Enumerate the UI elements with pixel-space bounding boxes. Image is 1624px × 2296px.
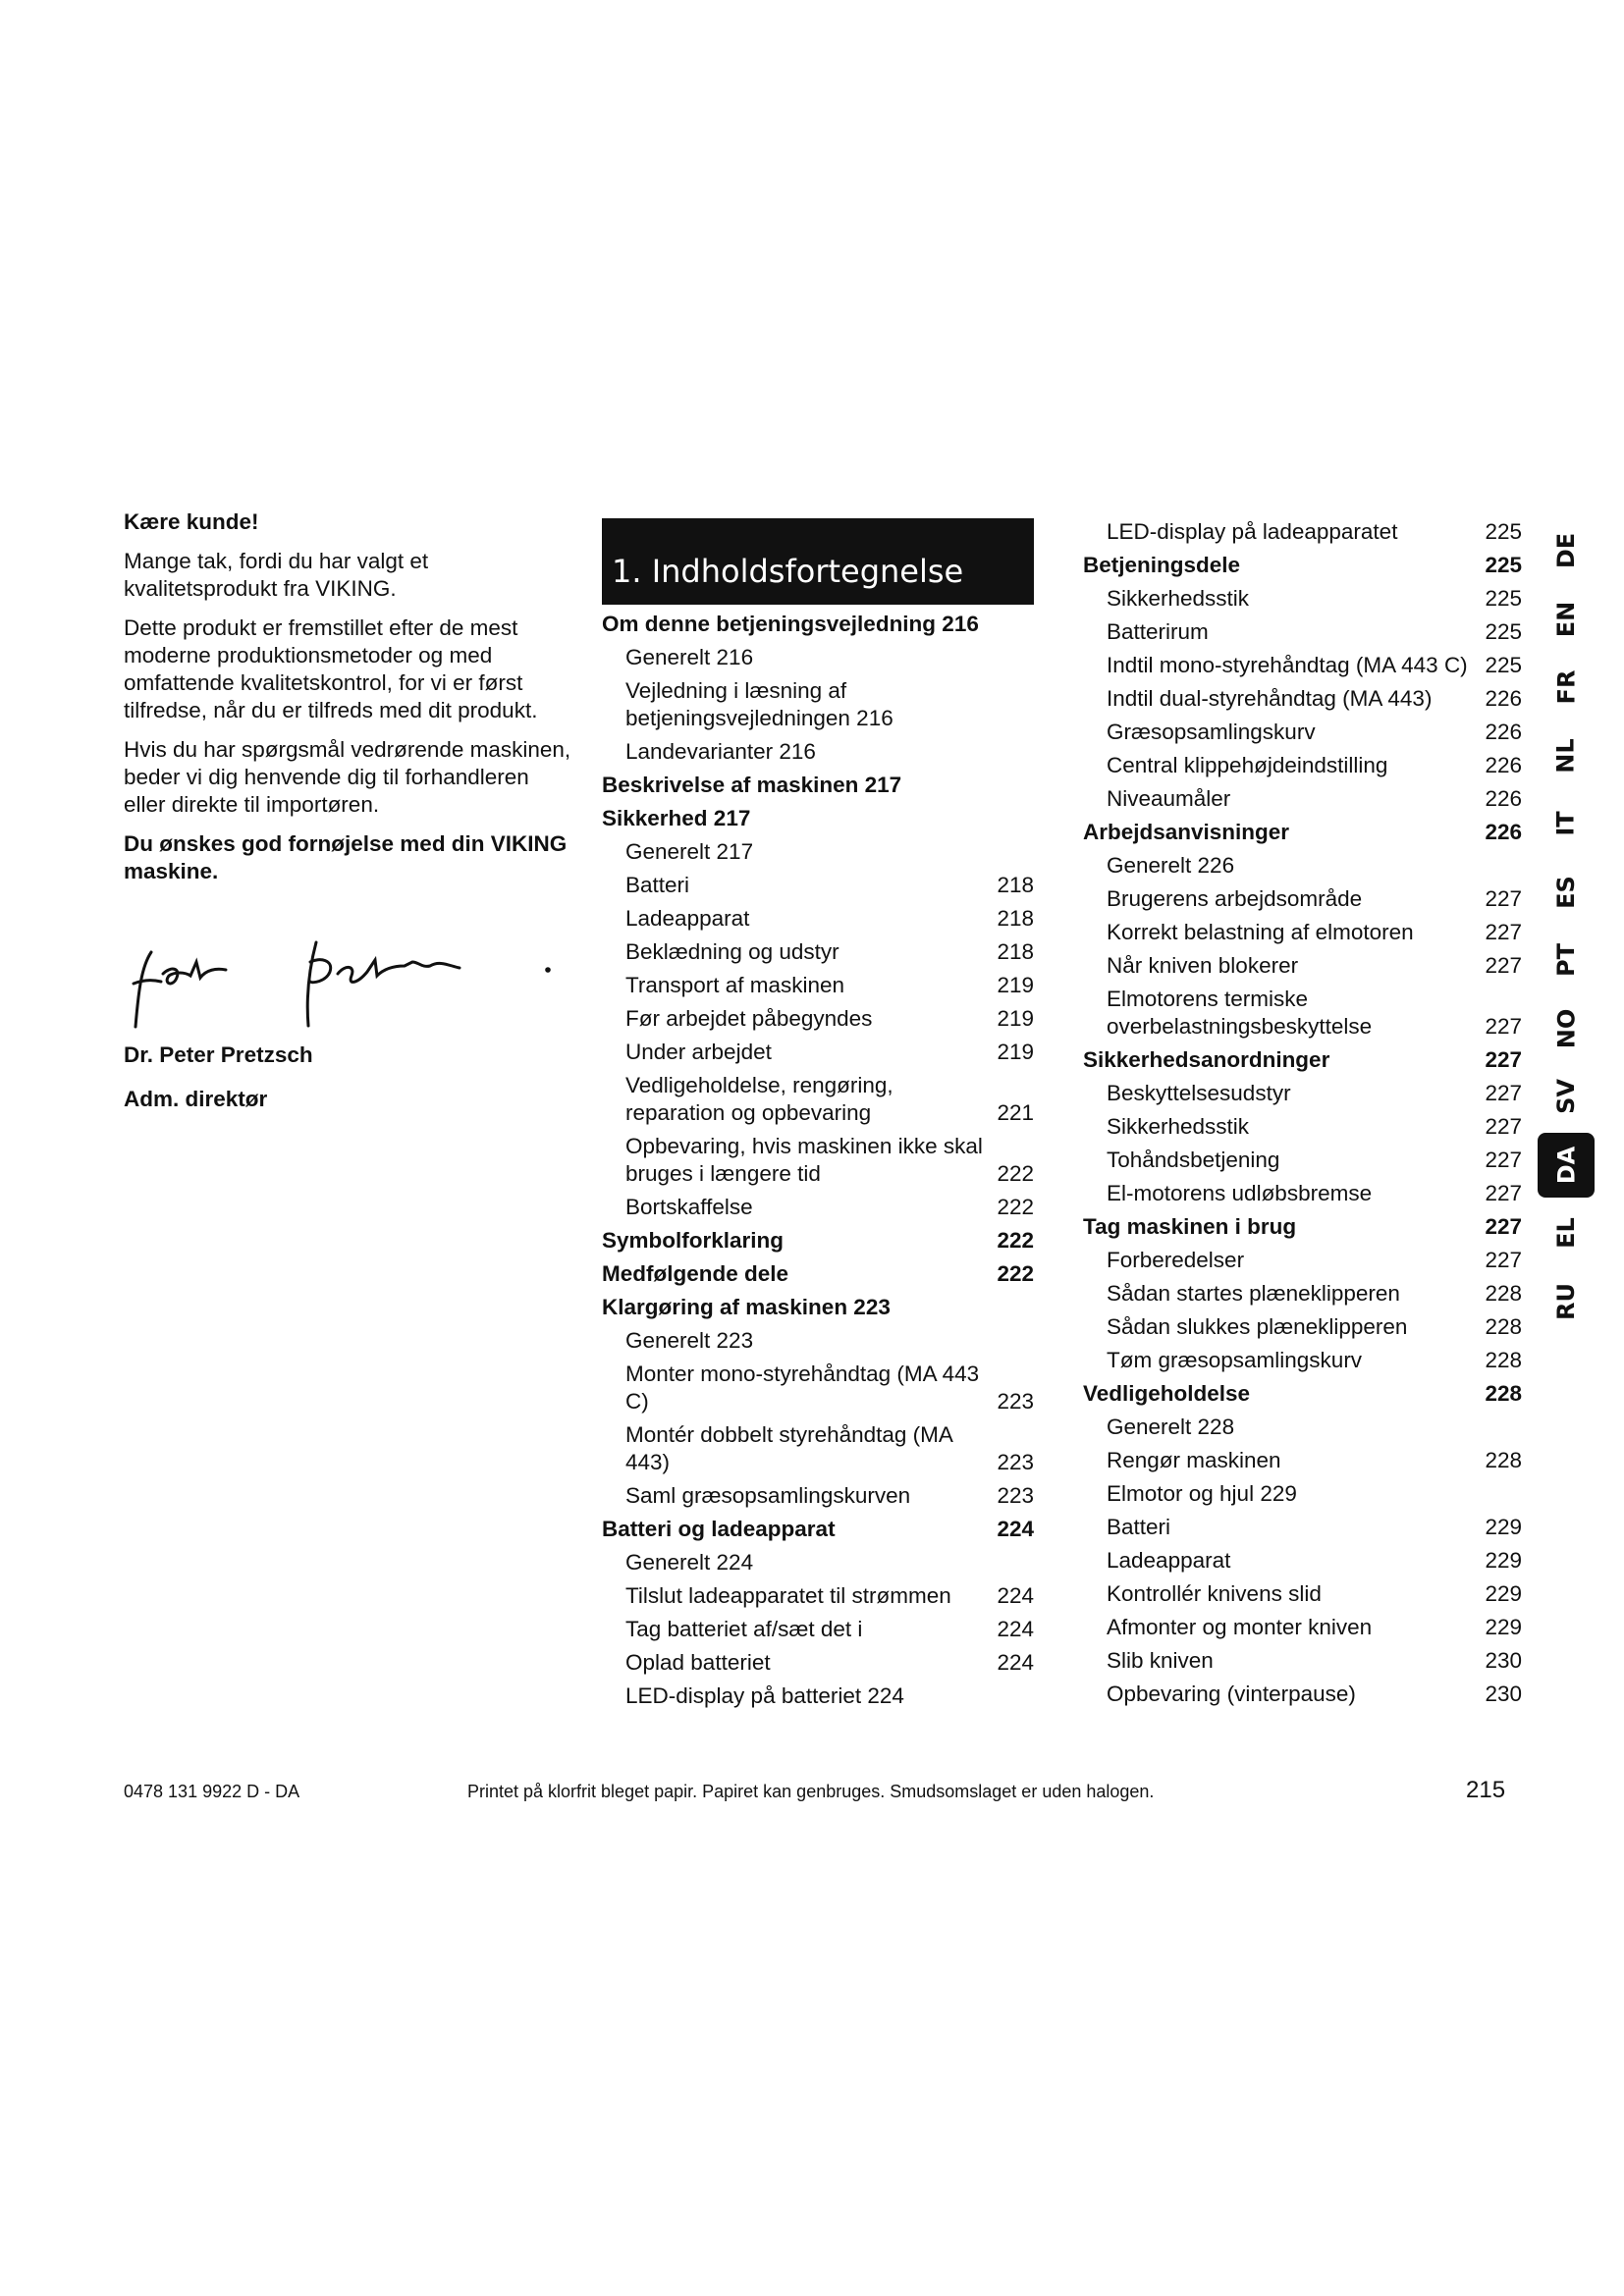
toc-entry-title: Sikkerhedsstik	[1107, 1114, 1250, 1139]
toc-entry-title: Elmotorens termiske overbelastningsbeskyttelse	[1107, 987, 1373, 1039]
toc-entry[interactable]	[602, 677, 1034, 732]
toc-entry-page: 223	[997, 1389, 1034, 1414]
toc-entry-title: Betjeningsdele	[1083, 553, 1241, 577]
toc-entry-page: 227	[1485, 1047, 1522, 1072]
toc-entry-title: Tilslut ladeapparatet til strømmen	[625, 1583, 951, 1608]
toc-entry-title: Ladeapparat	[1107, 1548, 1231, 1573]
toc-entry[interactable]	[1083, 1313, 1522, 1341]
toc-entry-title: Generelt 226	[1107, 853, 1235, 878]
signer-name: Dr. Peter Pretzsch	[124, 1042, 313, 1067]
toc-entry-page: 221	[997, 1100, 1034, 1125]
page-number: 215	[1466, 1777, 1506, 1803]
toc-entry-title: Oplad batteriet	[625, 1650, 771, 1675]
toc-entry-title: Generelt 217	[625, 839, 754, 864]
toc-entry[interactable]	[1083, 986, 1522, 1041]
toc-title: 1. Indholdsfortegnelse	[612, 553, 964, 590]
toc-entry[interactable]	[1083, 885, 1522, 913]
toc-entry[interactable]	[602, 905, 1034, 933]
toc-entry-title: Generelt 216	[625, 645, 754, 669]
toc-entry-page: 225	[1485, 586, 1522, 611]
footer-note: Printet på klorfrit bleget papir. Papiret kan genbruges. Smudsomslaget er uden halogen.	[467, 1782, 1155, 1801]
toc-entry[interactable]	[602, 1616, 1034, 1643]
toc-entry[interactable]	[1083, 1280, 1522, 1308]
toc-entry-title: Batteri og ladeapparat	[602, 1517, 836, 1541]
toc-entry-title: Tag maskinen i brug	[1083, 1214, 1297, 1239]
toc-entry[interactable]	[1083, 1647, 1522, 1675]
toc-entry-page: 224	[997, 1583, 1034, 1608]
toc-entry-title: Tag batteriet af/sæt det i	[625, 1617, 863, 1641]
language-tab-it[interactable]	[1534, 791, 1598, 856]
toc-column-1	[602, 518, 1034, 1716]
toc-entry-title: Ladeapparat	[625, 906, 750, 931]
toc-entry-page: 227	[1485, 953, 1522, 978]
toc-entry-page: 230	[1485, 1648, 1522, 1673]
toc-entry[interactable]	[1083, 1480, 1522, 1508]
language-tab-sv[interactable]	[1534, 1064, 1598, 1129]
language-tab-no[interactable]	[1534, 996, 1598, 1061]
toc-list-2	[1083, 518, 1522, 1708]
toc-entry[interactable]	[602, 1361, 1034, 1415]
toc-entry-title: Transport af maskinen	[625, 973, 845, 997]
toc-entry-page: 225	[1485, 653, 1522, 677]
toc-entry-title: Beskrivelse af maskinen 217	[602, 773, 902, 797]
toc-entry-title: Sikkerhedsstik	[1107, 586, 1250, 611]
toc-entry-title: Før arbejdet påbegyndes	[625, 1006, 873, 1031]
toc-entry-title: Symbolforklaring	[602, 1228, 785, 1253]
language-tab-label: EL	[1552, 1217, 1580, 1249]
toc-entry[interactable]	[602, 972, 1034, 999]
toc-entry-title: Indtil dual-styrehåndtag (MA 443)	[1107, 686, 1433, 711]
toc-entry[interactable]	[602, 1072, 1034, 1127]
toc-entry[interactable]	[1083, 1080, 1522, 1107]
language-tab-fr[interactable]	[1534, 655, 1598, 720]
toc-entry-page: 218	[997, 939, 1034, 964]
toc-entry-page: 219	[997, 1006, 1034, 1031]
toc-entry-title: El-motorens udløbsbremse	[1107, 1181, 1373, 1205]
toc-entry[interactable]	[602, 644, 1034, 671]
toc-entry-title: Batteri	[1107, 1515, 1171, 1539]
language-tab-label: DA	[1552, 1146, 1580, 1184]
toc-entry[interactable]	[1083, 785, 1522, 813]
toc-entry-title: Sikkerhed 217	[602, 806, 751, 830]
toc-entry[interactable]	[602, 1421, 1034, 1476]
toc-entry-page: 227	[1485, 1014, 1522, 1039]
toc-entry-title: Om denne betjeningsvejledning 216	[602, 612, 979, 636]
toc-entry-page: 228	[1485, 1281, 1522, 1306]
toc-entry-title: Saml græsopsamlingskurven	[625, 1483, 911, 1508]
toc-entry[interactable]	[1083, 585, 1522, 613]
toc-entry-page: 227	[1485, 1114, 1522, 1139]
toc-entry-title: Korrekt belastning af elmotoren	[1107, 920, 1414, 944]
letter-paragraph-3: Hvis du har spørgsmål vedrørende maskinen, beder vi dig henvende dig til forhandleren eller direkte til importøren.	[124, 737, 571, 817]
toc-entry-page: 228	[1485, 1448, 1522, 1472]
language-tab-el[interactable]	[1534, 1201, 1598, 1265]
toc-entry-page: 219	[997, 1040, 1034, 1064]
toc-entry[interactable]	[602, 738, 1034, 766]
letter	[124, 508, 571, 897]
toc-entry-page: 218	[997, 906, 1034, 931]
language-tab-label: DE	[1551, 532, 1580, 569]
toc-entry-title: Monter mono-styrehåndtag (MA 443 C)	[625, 1362, 980, 1414]
toc-section[interactable]	[602, 1227, 1034, 1255]
toc-entry-title: Niveaumåler	[1107, 786, 1231, 811]
toc-entry[interactable]	[1083, 1247, 1522, 1274]
letter-greeting: Kære kunde!	[124, 509, 259, 534]
toc-entry[interactable]	[602, 1005, 1034, 1033]
language-tab-en[interactable]	[1534, 587, 1598, 652]
toc-entry-page: 227	[1485, 1214, 1522, 1239]
toc-entry-title: LED-display på ladeapparatet	[1107, 519, 1398, 544]
toc-entry-page: 226	[1485, 753, 1522, 777]
toc-section[interactable]	[602, 1260, 1034, 1288]
letter-paragraph-1: Mange tak, fordi du har valgt et kvalitetsprodukt fra VIKING.	[124, 549, 429, 601]
toc-entry[interactable]	[602, 1039, 1034, 1066]
toc-entry-title: Vedligeholdelse	[1083, 1381, 1251, 1406]
toc-entry[interactable]	[1083, 1547, 1522, 1575]
toc-entry[interactable]	[602, 1133, 1034, 1188]
toc-entry-title: Montér dobbelt styrehåndtag (MA 443)	[625, 1422, 952, 1474]
toc-entry[interactable]	[1083, 1681, 1522, 1708]
toc-entry-title: Generelt 223	[625, 1328, 754, 1353]
toc-entry[interactable]	[602, 872, 1034, 899]
language-tab-label: ES	[1552, 875, 1580, 909]
toc-entry-title: Når kniven blokerer	[1107, 953, 1299, 978]
toc-entry-title: Afmonter og monter kniven	[1107, 1615, 1373, 1639]
toc-section[interactable]	[602, 805, 1034, 832]
letter-paragraph-2: Dette produkt er fremstillet efter de mest moderne produktionsmetoder og med omfattende kvalitetskontrol, for vi er først tilfredse, når du er tilfreds med dit produkt.	[124, 615, 538, 722]
toc-entry[interactable]	[1083, 919, 1522, 946]
language-tab-label: EN	[1551, 601, 1580, 637]
toc-entry[interactable]	[602, 1482, 1034, 1510]
toc-entry[interactable]	[1083, 1514, 1522, 1541]
toc-entry-page: 228	[1485, 1314, 1522, 1339]
toc-entry[interactable]	[1083, 1147, 1522, 1174]
toc-entry-title: Slib kniven	[1107, 1648, 1214, 1673]
toc-entry-title: Tøm græsopsamlingskurv	[1107, 1348, 1363, 1372]
toc-entry-title: Sådan slukkes plæneklipperen	[1107, 1314, 1408, 1339]
toc-entry-title: Opbevaring (vinterpause)	[1107, 1682, 1356, 1706]
toc-entry-title: Sikkerhedsanordninger	[1083, 1047, 1330, 1072]
toc-entry-title: Central klippehøjdeindstilling	[1107, 753, 1388, 777]
toc-entry[interactable]	[1083, 719, 1522, 746]
toc-entry-page: 226	[1485, 720, 1522, 744]
toc-entry-title: LED-display på batteriet 224	[625, 1683, 904, 1708]
toc-entry-page: 229	[1485, 1615, 1522, 1639]
toc-section[interactable]	[602, 772, 1034, 799]
toc-entry-page: 228	[1485, 1381, 1522, 1406]
toc-entry[interactable]	[602, 1327, 1034, 1355]
toc-section[interactable]	[1083, 552, 1522, 579]
language-tab-label: NO	[1552, 1008, 1580, 1048]
toc-entry-page: 222	[997, 1228, 1034, 1253]
toc-entry-title: Græsopsamlingskurv	[1107, 720, 1316, 744]
toc-entry-page: 226	[1485, 686, 1522, 711]
toc-entry-title: Brugerens arbejdsområde	[1107, 886, 1363, 911]
toc-entry-page: 225	[1485, 619, 1522, 644]
toc-entry-page: 219	[997, 973, 1034, 997]
toc-entry[interactable]	[1083, 1347, 1522, 1374]
toc-entry-page: 230	[1485, 1682, 1522, 1706]
language-tab-label: RU	[1552, 1282, 1580, 1320]
toc-section[interactable]	[602, 611, 1034, 638]
language-tab-pt[interactable]	[1534, 928, 1598, 992]
toc-entry-title: Under arbejdet	[625, 1040, 772, 1064]
toc-entry-title: Forberedelser	[1107, 1248, 1245, 1272]
toc-entry-title: Generelt 224	[625, 1550, 754, 1575]
toc-entry-title: Batterirum	[1107, 619, 1209, 644]
language-tab-nl[interactable]	[1534, 723, 1598, 788]
toc-entry[interactable]	[1083, 952, 1522, 980]
toc-entry-page: 223	[997, 1450, 1034, 1474]
toc-section[interactable]	[1083, 1213, 1522, 1241]
toc-entry-page: 229	[1485, 1515, 1522, 1539]
toc-section[interactable]	[602, 1294, 1034, 1321]
toc-section[interactable]	[1083, 1046, 1522, 1074]
letter-paragraph-4: Du ønskes god fornøjelse med din VIKING maskine.	[124, 831, 568, 883]
toc-entry[interactable]	[602, 838, 1034, 866]
toc-entry-page: 227	[1485, 1181, 1522, 1205]
toc-entry-title: Tohåndsbetjening	[1107, 1148, 1280, 1172]
toc-entry-title: Bortskaffelse	[625, 1195, 753, 1219]
document-code: 0478 131 9922 D - DA	[124, 1782, 300, 1801]
language-tab-ru[interactable]	[1534, 1269, 1598, 1334]
toc-entry[interactable]	[602, 1549, 1034, 1576]
toc-entry-page: 227	[1485, 886, 1522, 911]
language-tab-label: SV	[1551, 1079, 1580, 1114]
toc-entry[interactable]	[602, 1682, 1034, 1710]
toc-entry-title: Batteri	[625, 873, 690, 897]
toc-entry-title: Beskyttelsesudstyr	[1107, 1081, 1291, 1105]
toc-entry[interactable]	[602, 1582, 1034, 1610]
toc-entry-page: 222	[997, 1261, 1034, 1286]
toc-column-2	[1083, 518, 1522, 1714]
toc-entry[interactable]	[1083, 618, 1522, 646]
toc-entry-page: 222	[997, 1161, 1034, 1186]
toc-entry[interactable]	[602, 1194, 1034, 1221]
language-tab-da[interactable]	[1538, 1133, 1595, 1198]
toc-entry[interactable]	[1083, 652, 1522, 679]
toc-header	[602, 518, 1034, 605]
toc-entry-page: 222	[997, 1195, 1034, 1219]
toc-entry-title: Generelt 228	[1107, 1415, 1235, 1439]
toc-list-1	[602, 611, 1034, 1710]
toc-entry[interactable]	[602, 938, 1034, 966]
toc-entry-page: 218	[997, 873, 1034, 897]
toc-entry[interactable]	[1083, 752, 1522, 779]
toc-section[interactable]	[602, 1516, 1034, 1543]
toc-entry-title: Rengør maskinen	[1107, 1448, 1281, 1472]
toc-entry-page: 228	[1485, 1348, 1522, 1372]
toc-entry[interactable]	[1083, 1414, 1522, 1441]
toc-entry-title: Beklædning og udstyr	[625, 939, 839, 964]
toc-entry[interactable]	[1083, 685, 1522, 713]
toc-entry-title: Vedligeholdelse, rengøring, reparation og opbevaring	[625, 1073, 893, 1125]
toc-entry-page: 229	[1485, 1548, 1522, 1573]
toc-entry-page: 224	[997, 1617, 1034, 1641]
toc-entry-title: Klargøring af maskinen 223	[602, 1295, 891, 1319]
toc-entry-title: Vejledning i læsning af betjeningsvejledningen 216	[625, 678, 893, 730]
toc-entry-title: Sådan startes plæneklipperen	[1107, 1281, 1400, 1306]
toc-entry-page: 227	[1485, 1148, 1522, 1172]
toc-entry-title: Opbevaring, hvis maskinen ikke skal bruges i længere tid	[625, 1134, 983, 1186]
toc-entry-page: 224	[997, 1650, 1034, 1675]
toc-entry-page: 229	[1485, 1581, 1522, 1606]
language-tab-es[interactable]	[1534, 860, 1598, 925]
toc-entry-page: 226	[1485, 786, 1522, 811]
language-tab-de[interactable]	[1534, 518, 1598, 583]
toc-entry[interactable]	[602, 1649, 1034, 1677]
toc-entry[interactable]	[1083, 1113, 1522, 1141]
toc-entry-page: 227	[1485, 1248, 1522, 1272]
toc-entry[interactable]	[1083, 1614, 1522, 1641]
language-tab-label: FR	[1552, 669, 1580, 705]
toc-section[interactable]	[1083, 819, 1522, 846]
signer-title: Adm. direktør	[124, 1087, 268, 1111]
toc-entry[interactable]	[1083, 1180, 1522, 1207]
toc-section[interactable]	[1083, 1380, 1522, 1408]
toc-entry-page: 227	[1485, 920, 1522, 944]
toc-entry[interactable]	[1083, 1580, 1522, 1608]
toc-entry-title: Indtil mono-styrehåndtag (MA 443 C)	[1107, 653, 1468, 677]
signature-image	[124, 933, 566, 1031]
toc-entry-page: 227	[1485, 1081, 1522, 1105]
toc-entry[interactable]	[1083, 1447, 1522, 1474]
toc-entry-title: Elmotor og hjul 229	[1107, 1481, 1297, 1506]
toc-entry-title: Kontrollér knivens slid	[1107, 1581, 1322, 1606]
toc-entry[interactable]	[1083, 852, 1522, 880]
toc-entry-title: Medfølgende dele	[602, 1261, 789, 1286]
toc-entry-page: 223	[997, 1483, 1034, 1508]
toc-entry-page: 226	[1485, 820, 1522, 844]
language-tab-label: NL	[1551, 737, 1580, 774]
toc-entry-title: Arbejdsanvisninger	[1083, 820, 1290, 844]
toc-entry[interactable]	[1083, 518, 1522, 546]
toc-entry-page: 224	[997, 1517, 1034, 1541]
toc-entry-page: 225	[1485, 519, 1522, 544]
language-tabs	[1534, 518, 1598, 1337]
toc-entry-page: 225	[1485, 553, 1522, 577]
toc-entry-title: Landevarianter 216	[625, 739, 816, 764]
language-tab-label: PT	[1552, 943, 1580, 977]
language-tab-label: IT	[1552, 811, 1580, 836]
